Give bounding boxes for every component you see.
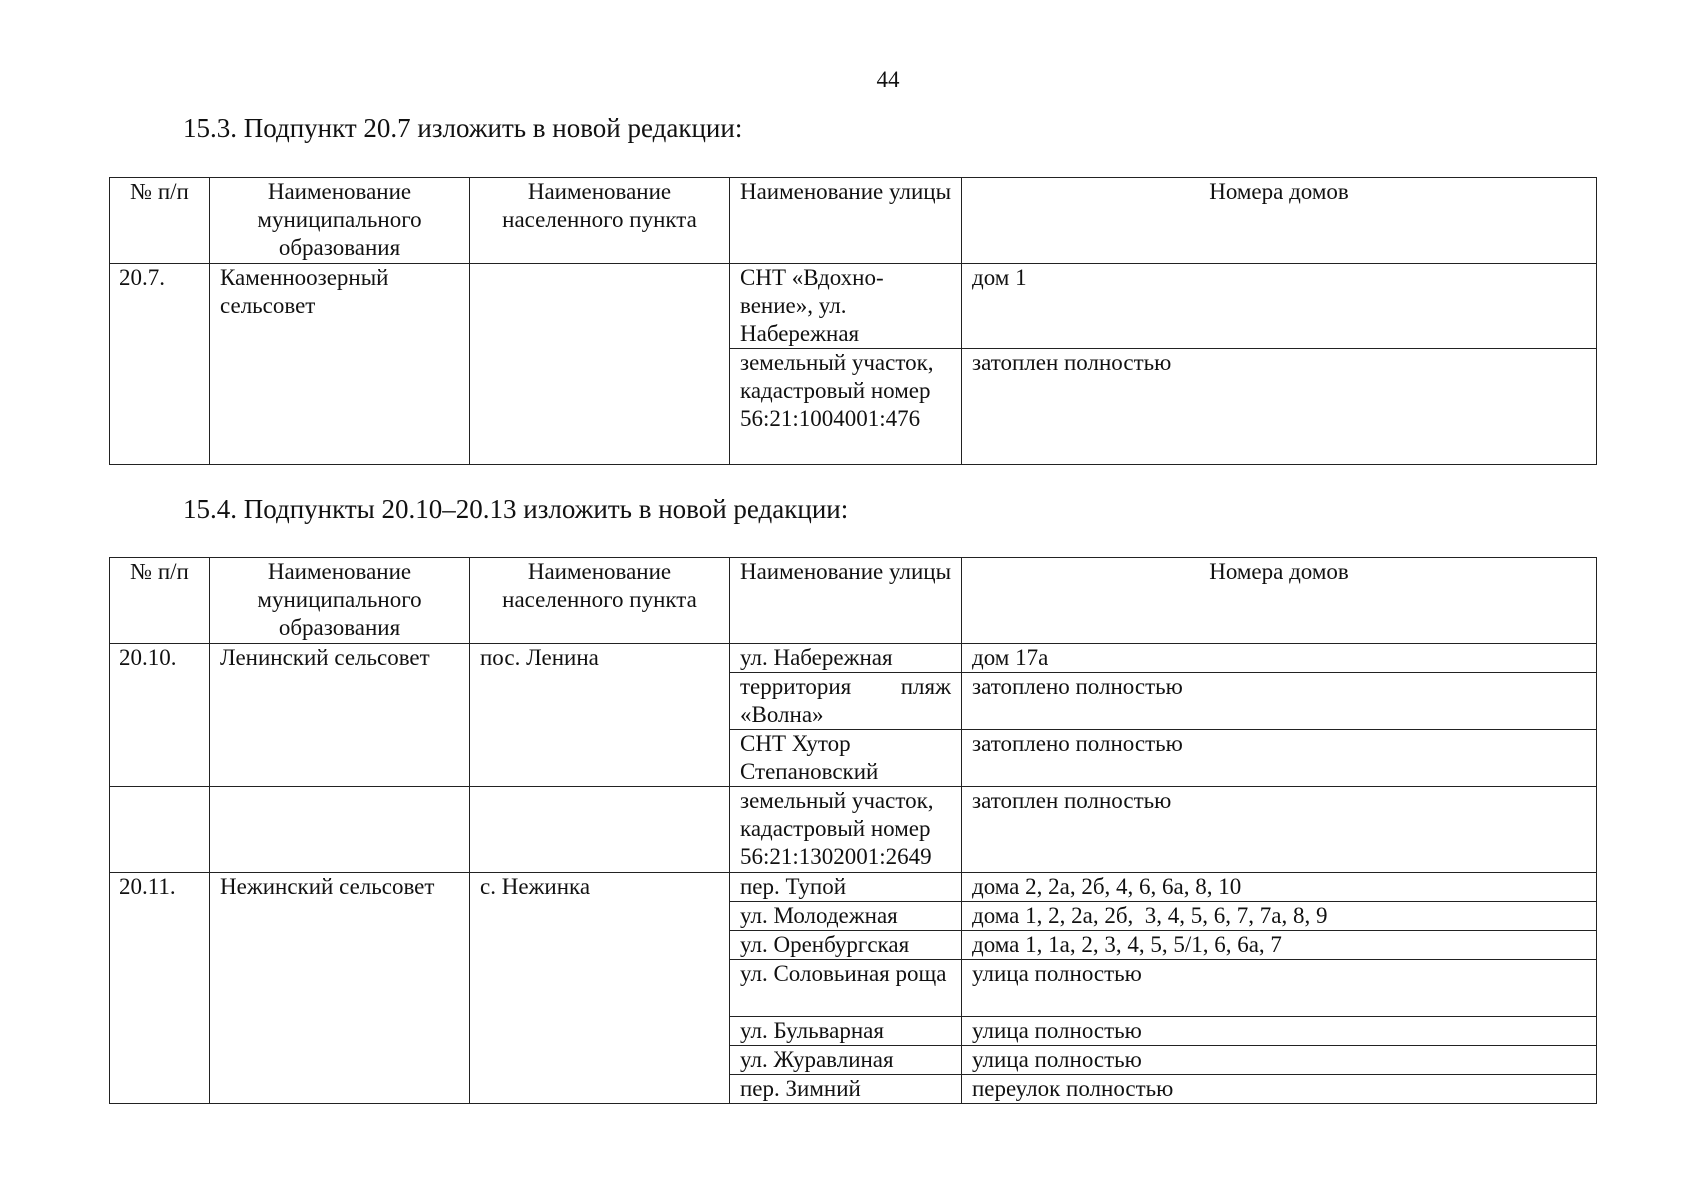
houses-cell: дом 17а [962,644,1597,673]
houses-cell: дом 1 [962,264,1597,349]
municipality-cell: Нежинский сельсовет [210,873,470,1104]
page-number: 44 [876,67,900,92]
street-cell: ул. Журавлиная [730,1046,962,1075]
municipality-cell: Ленинский сельсовет [210,644,470,787]
header-municipality: Наименование муниципального образования [210,558,470,644]
locality-cell: пос. Ленина [470,644,730,787]
table-row [110,873,1597,902]
header-number: № п/п [110,558,210,644]
street-cell: СНТ «Вдохно-вение», ул. Набережная [730,264,962,349]
table-row [110,787,1597,873]
locality-cell [470,787,730,873]
street-cell: пер. Тупой [730,873,962,902]
locality-cell [470,264,730,465]
locality-cell: с. Нежинка [470,873,730,1104]
row-number [110,787,210,873]
street-cell: ул. Молодежная [730,902,962,931]
table-header-row [110,558,1597,644]
table-subitem-20-7 [109,177,1597,465]
header-municipality: Наименование муниципального образования [210,178,470,264]
houses-cell: дома 1, 1а, 2, 3, 4, 5, 5/1, 6, 6а, 7 [962,931,1597,960]
street-cell: ул. Бульварная [730,1017,962,1046]
header-houses: Номера домов [962,178,1597,264]
houses-cell: затоплено полностью [962,730,1597,787]
houses-cell: дома 1, 2, 2а, 2б, 3, 4, 5, 6, 7, 7а, 8, 9 [962,902,1597,931]
street-cell: земельный участок, кадастровый номер 56:21:1302001:2649 [730,787,962,873]
header-street: Наименование улицы [730,178,962,264]
header-number: № п/п [110,178,210,264]
houses-cell: улица полностью [962,960,1597,1017]
row-number: 20.11. [110,873,210,1104]
street-cell: пер. Зимний [730,1075,962,1104]
street-cell: ул. Оренбургская [730,931,962,960]
header-street: Наименование улицы [730,558,962,644]
table-row [110,644,1597,673]
table-header-row [110,178,1597,264]
houses-cell: переулок полностью [962,1075,1597,1104]
street-cell: земельный участок, кадастровый номер 56:21:1004001:476 [730,349,962,465]
header-locality: Наименование населенного пункта [470,558,730,644]
houses-cell: улица полностью [962,1046,1597,1075]
street-cell: ул. Соловьиная роща [730,960,962,1017]
street-cell: ул. Набережная [730,644,962,673]
street-cell: СНТ Хутор Степановский [730,730,962,787]
table-row [110,264,1597,349]
houses-cell: затоплен полностью [962,349,1597,465]
section-heading-15-4: 15.4. Подпункты 20.10–20.13 изложить в новой редакции: [183,494,849,524]
houses-cell: затоплен полностью [962,787,1597,873]
houses-cell: затоплено полностью [962,673,1597,730]
municipality-cell [210,787,470,873]
header-houses: Номера домов [962,558,1597,644]
section-heading-15-3: 15.3. Подпункт 20.7 изложить в новой редакции: [183,113,743,143]
row-number: 20.10. [110,644,210,787]
street-cell: территория пляж «Волна» [730,673,962,730]
houses-cell: дома 2, 2а, 2б, 4, 6, 6а, 8, 10 [962,873,1597,902]
municipality-cell: Каменноозерный сельсовет [210,264,470,465]
row-number: 20.7. [110,264,210,465]
header-locality: Наименование населенного пункта [470,178,730,264]
houses-cell: улица полностью [962,1017,1597,1046]
table-subitems-20-10-20-13 [109,557,1597,1104]
